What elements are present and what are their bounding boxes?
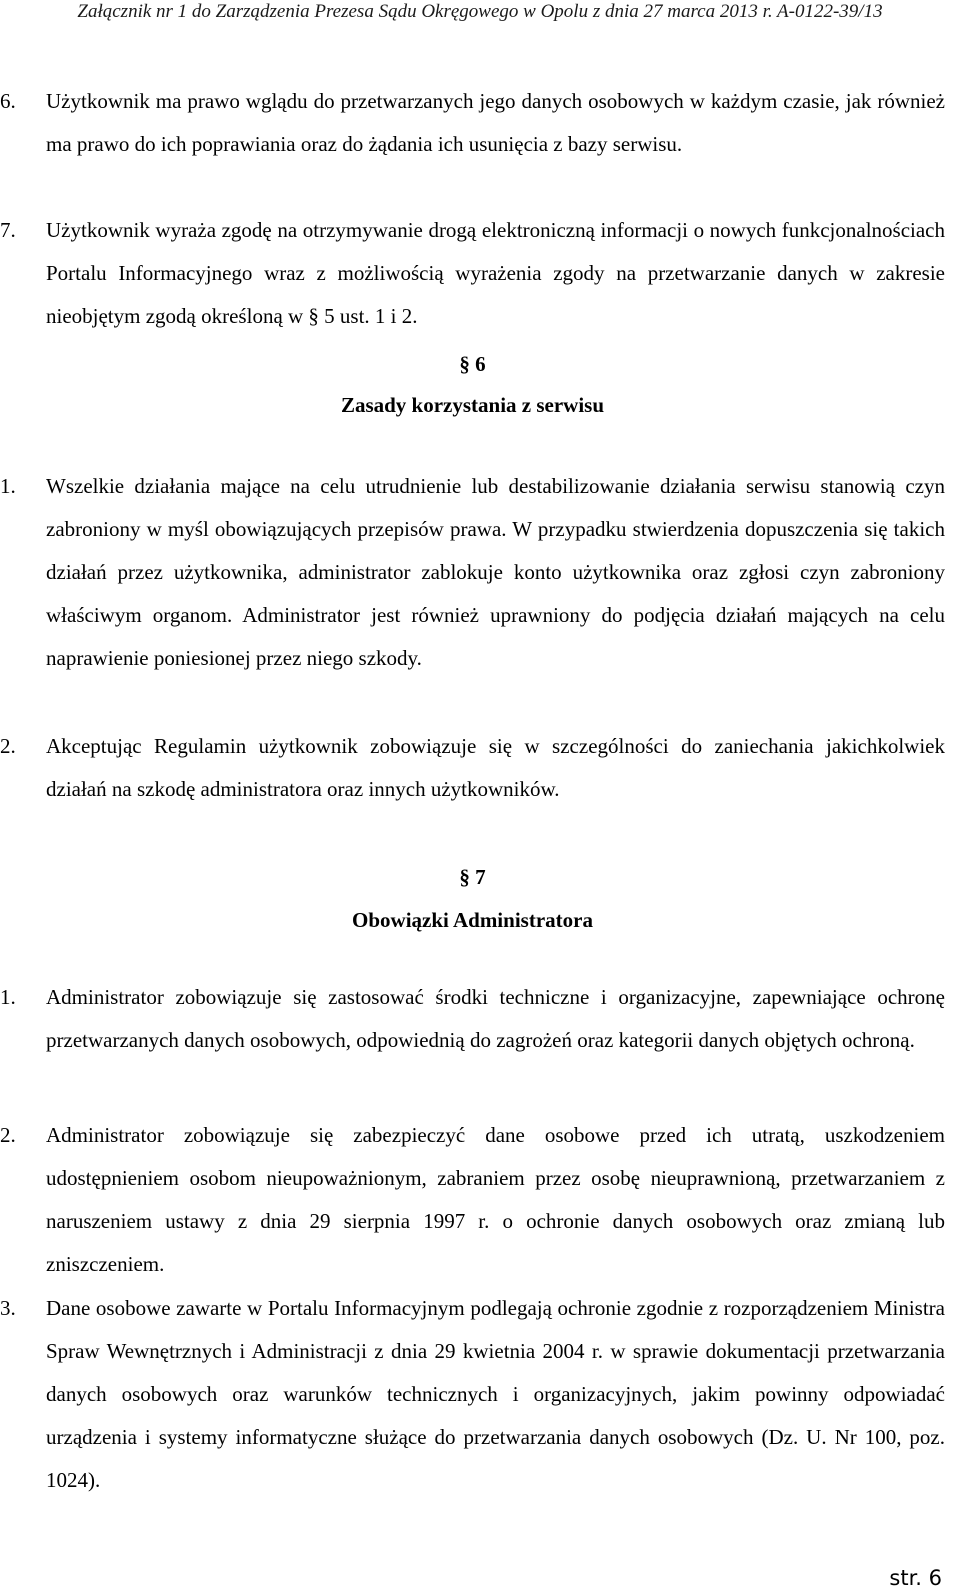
section-title: Obowiązki Administratora	[352, 908, 593, 932]
item-text: Użytkownik wyraża zgodę na otrzymywanie drogą elektroniczną informacji o nowych funkcjonalnościach Portalu Informacyjnego wraz z możliwością wyrażenia zgody na przetwarzanie danych w zakresie nieobjętym zgodą określoną w § 5 ust. 1 i 2.	[46, 218, 945, 328]
item-number: 7.	[0, 218, 16, 242]
item-number: 6.	[0, 89, 16, 113]
item-text: Akceptując Regulamin użytkownik zobowiązuje się w szczególności do zaniechania jakichkolwiek działań na szkodę administratora oraz innych użytkowników.	[46, 734, 945, 801]
section-number: § 6	[459, 352, 486, 376]
item-text: Wszelkie działania mające na celu utrudnienie lub destabilizowanie działania serwisu stanowią czyn zabroniony w myśl obowiązujących przepisów prawa. W przypadku stwierdzenia dopuszczenia się takich działań przez użytkownika, administrator zablokuje konto użytkownika oraz zgłosi czyn zabroniony właściwym organom. Administrator jest również uprawniony do podjęcia działań mających na celu naprawienie poniesionej przez niego szkody.	[46, 474, 945, 670]
item-number: 3.	[0, 1296, 16, 1320]
item-number: 1.	[0, 474, 16, 498]
section-number: § 7	[459, 865, 486, 889]
page-number: str. 6	[889, 1566, 942, 1590]
page-header: Załącznik nr 1 do Zarządzenia Prezesa Sądu Okręgowego w Opolu z dnia 27 marca 2013 r. A-0122-39/13	[77, 1, 883, 22]
item-number: 2.	[0, 1123, 16, 1147]
item-number: 1.	[0, 985, 16, 1009]
item-text: Dane osobowe zawarte w Portalu Informacyjnym podlegają ochronie zgodnie z rozporządzeniem Ministra Spraw Wewnętrznych i Administracji z dnia 29 kwietnia 2004 r. w sprawie dokumentacji przetwarzania danych osobowych oraz warunków technicznych i organizacyjnych, jakim powinny odpowiadać urządzenia i systemy informatyczne służące do przetwarzania danych osobowych (Dz. U. Nr 100, poz. 1024).	[46, 1296, 945, 1492]
section-title: Zasady korzystania z serwisu	[340, 393, 605, 417]
item-text: Użytkownik ma prawo wglądu do przetwarzanych jego danych osobowych w każdym czasie, jak również ma prawo do ich poprawiania oraz do żądania ich usunięcia z bazy serwisu.	[46, 89, 945, 156]
item-text: Administrator zobowiązuje się zastosować środki techniczne i organizacyjne, zapewniające ochronę przetwarzanych danych osobowych, odpowiednią do zagrożeń oraz kategorii danych objętych ochroną.	[46, 985, 945, 1052]
item-number: 2.	[0, 734, 16, 758]
item-text: Administrator zobowiązuje się zabezpieczyć dane osobowe przed ich utratą, uszkodzeniem udostępnieniem osobom nieupoważnionym, zabraniem przez osobę nieuprawnioną, przetwarzaniem z naruszeniem ustawy z dnia 29 sierpnia 1997 r. o ochronie danych osobowych oraz zmianą lub zniszczeniem.	[46, 1123, 945, 1276]
